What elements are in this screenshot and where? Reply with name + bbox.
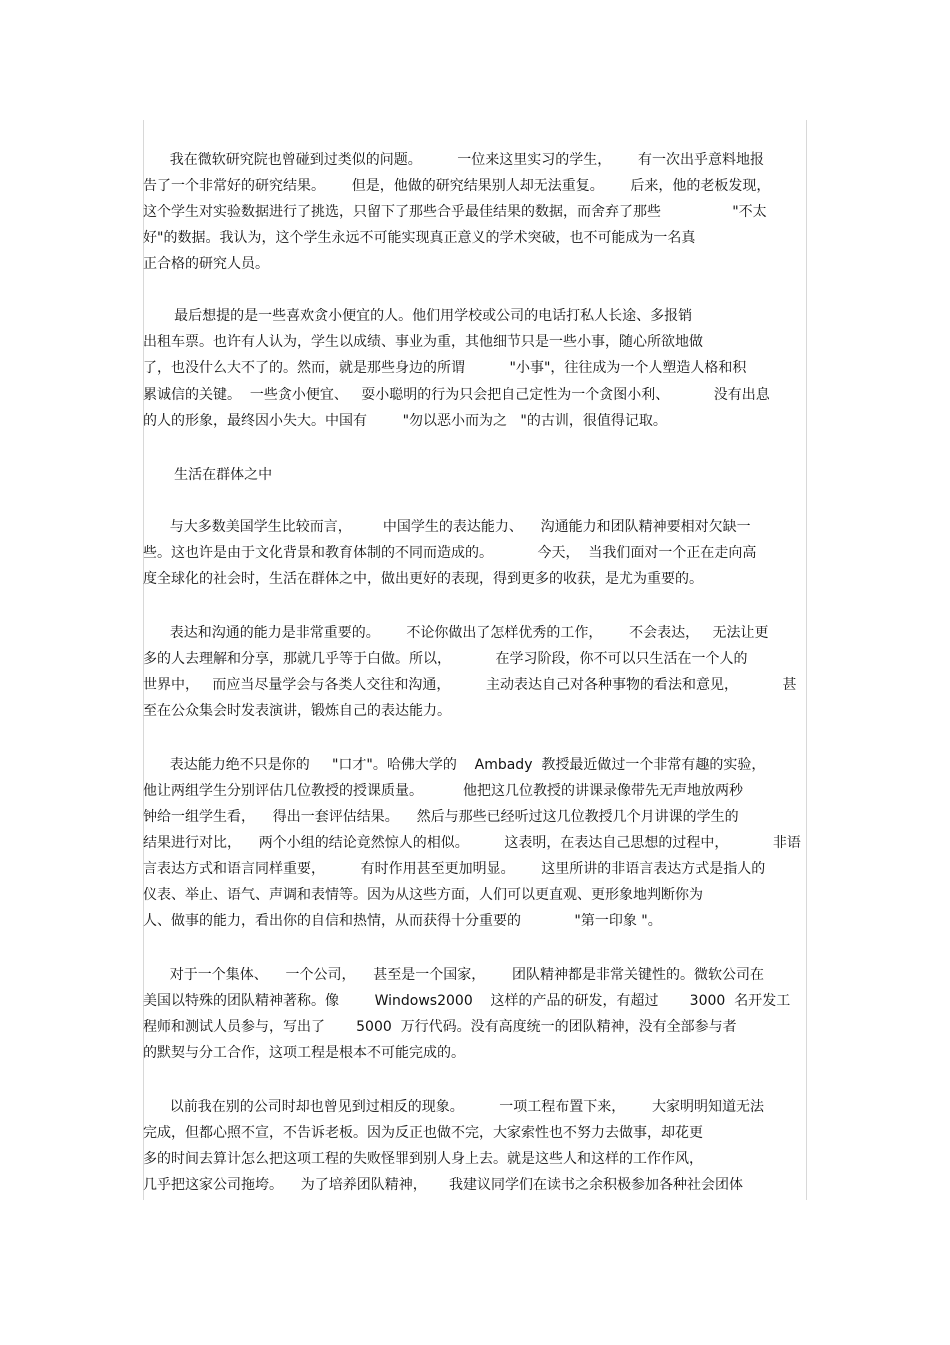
text-line: 这个学生对实验数据进行了挑选，只留下了那些合乎最佳结果的数据，而舍弃了那些 "不太	[143, 204, 767, 220]
text-line: 度全球化的社会时，生活在群体之中，做出更好的表现，得到更多的收获，是尤为重要的。	[143, 571, 703, 587]
text-line: 好"的数据。我认为，这个学生永远不可能实现真正意义的学术突破，也不可能成为一名真	[143, 230, 696, 246]
text-line: 了，也没什么大不了的。然而，就是那些身边的所谓 "小事"，往往成为一个人塑造人格和积	[143, 360, 747, 376]
text-line: 正合格的研究人员。	[143, 256, 269, 272]
section-heading: 生活在群体之中	[143, 467, 273, 483]
text-line: 人、做事的能力，看出你的自信和热情，从而获得十分重要的 "第一印象 "。	[143, 913, 662, 929]
text-line: 几乎把这家公司拖垮。 为了培养团队精神， 我建议同学们在读书之余积极参加各种社会团体	[143, 1177, 744, 1193]
text-line: 程师和测试人员参与，写出了 5000 万行代码。没有高度统一的团队精神，没有全部参与者	[143, 1019, 737, 1035]
text-line: 出租车票。也许有人认为，学生以成绩、事业为重，其他细节只是一些小事，随心所欲地做	[143, 334, 703, 350]
text-line: 对于一个集体、 一个公司， 甚至是一个国家， 团队精神都是非常关键性的。微软公司在	[143, 967, 765, 983]
text-line: 表达能力绝不只是你的 "口才"。哈佛大学的 Ambady 教授最近做过一个非常有趣的实验，	[143, 757, 766, 773]
text-line: 仪表、举止、语气、声调和表情等。因为从这些方面，人们可以更直观、更形象地判断你为	[143, 887, 703, 903]
text-line: 的默契与分工合作，这项工程是根本不可能完成的。	[143, 1045, 465, 1061]
text-line: 些。这也许是由于文化背景和教育体制的不同而造成的。 今天， 当我们面对一个正在走向高	[143, 545, 757, 561]
text-line: 多的时间去算计怎么把这项工程的失败怪罪到别人身上去。就是这些人和这样的工作作风，	[143, 1151, 703, 1167]
right-margin-line	[806, 120, 807, 1200]
text-line: 完成，但都心照不宣，不告诉老板。因为反正也做不完，大家索性也不努力去做事，却花更	[143, 1125, 703, 1141]
text-line: 累诚信的关键。 一些贪小便宜、 耍小聪明的行为只会把自己定性为一个贪图小利、 没有出息	[143, 387, 770, 403]
text-line: 至在公众集会时发表演讲，锻炼自己的表达能力。	[143, 703, 451, 719]
text-line: 最后想提的是一些喜欢贪小便宜的人。他们用学校或公司的电话打私人长途、多报销	[143, 308, 693, 324]
text-line: 世界中， 而应当尽量学会与各类人交往和沟通， 主动表达自己对各种事物的看法和意见， 甚	[143, 677, 797, 693]
text-line: 美国以特殊的团队精神著称。像 Windows2000 这样的产品的研发，有超过 3000 名开发工	[143, 993, 791, 1009]
text-line: 的人的形象，最终因小失大。中国有 "勿以恶小而为之 "的古训，很值得记取。	[143, 413, 667, 429]
text-line: 钟给一组学生看， 得出一套评估结果。 然后与那些已经听过这几位教授几个月讲课的学生的	[143, 809, 739, 825]
text-line: 表达和沟通的能力是非常重要的。 不论你做出了怎样优秀的工作， 不会表达， 无法让更	[143, 625, 769, 641]
text-line: 多的人去理解和分享，那就几乎等于白做。所以， 在学习阶段，你不可以只生活在一个人的	[143, 651, 748, 667]
text-line: 以前我在别的公司时却也曾见到过相反的现象。 一项工程布置下来， 大家明明知道无法	[143, 1099, 765, 1115]
text-line: 言表达方式和语言同样重要， 有时作用甚至更加明显。 这里所讲的非语言表达方式是指人的	[143, 861, 766, 877]
text-line: 与大多数美国学生比较而言， 中国学生的表达能力、 沟通能力和团队精神要相对欠缺一	[143, 519, 751, 535]
text-line: 他让两组学生分别评估几位教授的授课质量。 他把这几位教授的讲课录像带先无声地放两秒	[143, 783, 744, 799]
text-line: 结果进行对比， 两个小组的结论竟然惊人的相似。 这表明，在表达自己思想的过程中， 非语	[143, 835, 801, 851]
text-line: 告了一个非常好的研究结果。 但是，他做的研究结果别人却无法重复。 后来，他的老板发现，	[143, 178, 771, 194]
text-line: 我在微软研究院也曾碰到过类似的问题。 一位来这里实习的学生， 有一次出乎意料地报	[143, 152, 765, 168]
